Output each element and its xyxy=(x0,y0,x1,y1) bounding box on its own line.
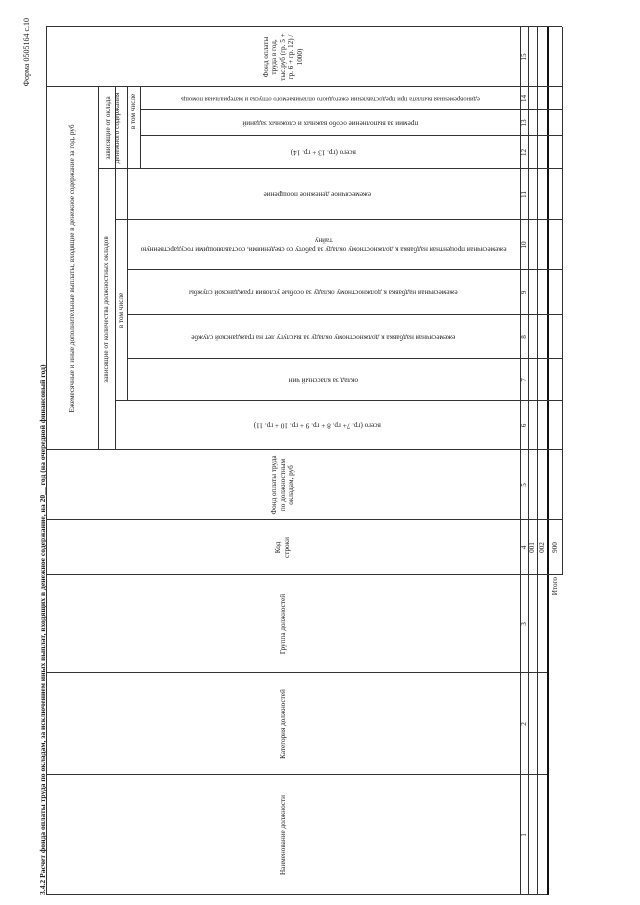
header-dependent-on-pay: зависящие от оклада денежного содержания xyxy=(103,92,121,164)
col-number-9: 9 xyxy=(520,290,528,295)
col-number-4: 4 xyxy=(520,545,528,550)
section-title: 3.4.2 Расчет фонда оплаты труда по окладам, за исключением иных выплат, входящих в денежное содержание, на 20__ год (на очередной финансовый год) xyxy=(38,364,47,895)
header-position-name: Наименование должности xyxy=(278,794,287,876)
header-allow-7: оклад за классный чин xyxy=(288,376,359,385)
col-number-1: 1 xyxy=(520,833,528,837)
header-salary-fund: Фонд оплаты труда по должностным окладам, руб xyxy=(270,455,296,515)
col-number-8: 8 xyxy=(520,335,528,339)
row-001-values[interactable] xyxy=(529,28,537,519)
row-002-values[interactable] xyxy=(538,28,546,519)
header-including-a: в том числе xyxy=(116,292,125,329)
row-002-code: 002 xyxy=(537,542,546,553)
header-total-a: всего (гр. 7+ гр. 8 + гр. 9 + гр. 10 + гр. 11) xyxy=(253,421,382,430)
col-number-2: 2 xyxy=(520,722,528,726)
form-label: Форма 0505164 с.10 xyxy=(22,18,31,87)
col-number-3: 3 xyxy=(520,622,528,626)
col-number-7: 7 xyxy=(520,378,528,382)
total-row-code: 900 xyxy=(550,542,559,553)
col-number-10: 10 xyxy=(520,241,528,249)
total-row-values[interactable] xyxy=(549,28,561,519)
header-total-b: всего (гр. 13 + гр. 14) xyxy=(290,148,357,157)
col-number-15: 15 xyxy=(520,53,528,61)
header-including-b: в том числе xyxy=(129,93,138,130)
header-allowances-group: Ежемесячные и иные дополнительные выплаты, входящие в денежное содержание за год, руб xyxy=(67,124,76,413)
col-number-13: 13 xyxy=(520,119,528,127)
col-number-12: 12 xyxy=(520,148,528,157)
row-002-input-area[interactable] xyxy=(538,576,546,894)
header-allow-11: ежемесячное денежное поощрение xyxy=(263,190,372,199)
col-number-5: 5 xyxy=(520,483,528,487)
total-row-label: Итого xyxy=(550,577,559,596)
header-allow-9: ежемесячная надбавка к должностному окладу за особые условия гражданской службы xyxy=(189,288,458,297)
header-group: Группа должностей xyxy=(278,593,287,655)
row-001-input-area[interactable] xyxy=(529,576,537,894)
header-dependent-on-salary: зависящие от количества должностных окладов xyxy=(102,236,111,383)
header-line-code: Код строки xyxy=(274,537,291,558)
header-allow-10: ежемесячная процентная надбавка к должностному окладу за работу со сведениями, составляющими государственную тайну xyxy=(140,237,507,254)
col-number-14: 14 xyxy=(520,94,528,103)
row-001-code: 001 xyxy=(528,542,537,553)
header-allow-8: ежемесячная надбавка к должностному окладу за выслугу лет на гражданской службе xyxy=(191,333,456,342)
header-annual-fund: Фонд оплаты труда в год, тыс.руб (гр. 5 + гр. 6 + гр. 12) / 1000) xyxy=(261,33,304,81)
header-allow-13: премии за выполнение особо важных и сложных заданий xyxy=(242,119,418,128)
header-category: Категория должностей xyxy=(278,689,287,759)
col-number-11: 11 xyxy=(520,191,528,198)
col-number-6: 6 xyxy=(520,423,528,428)
total-row-bottom xyxy=(562,27,563,575)
header-allow-14: единовременная выплата при предоставлении ежегодного оплачиваемого отпуска и материальная помощь xyxy=(180,95,480,103)
